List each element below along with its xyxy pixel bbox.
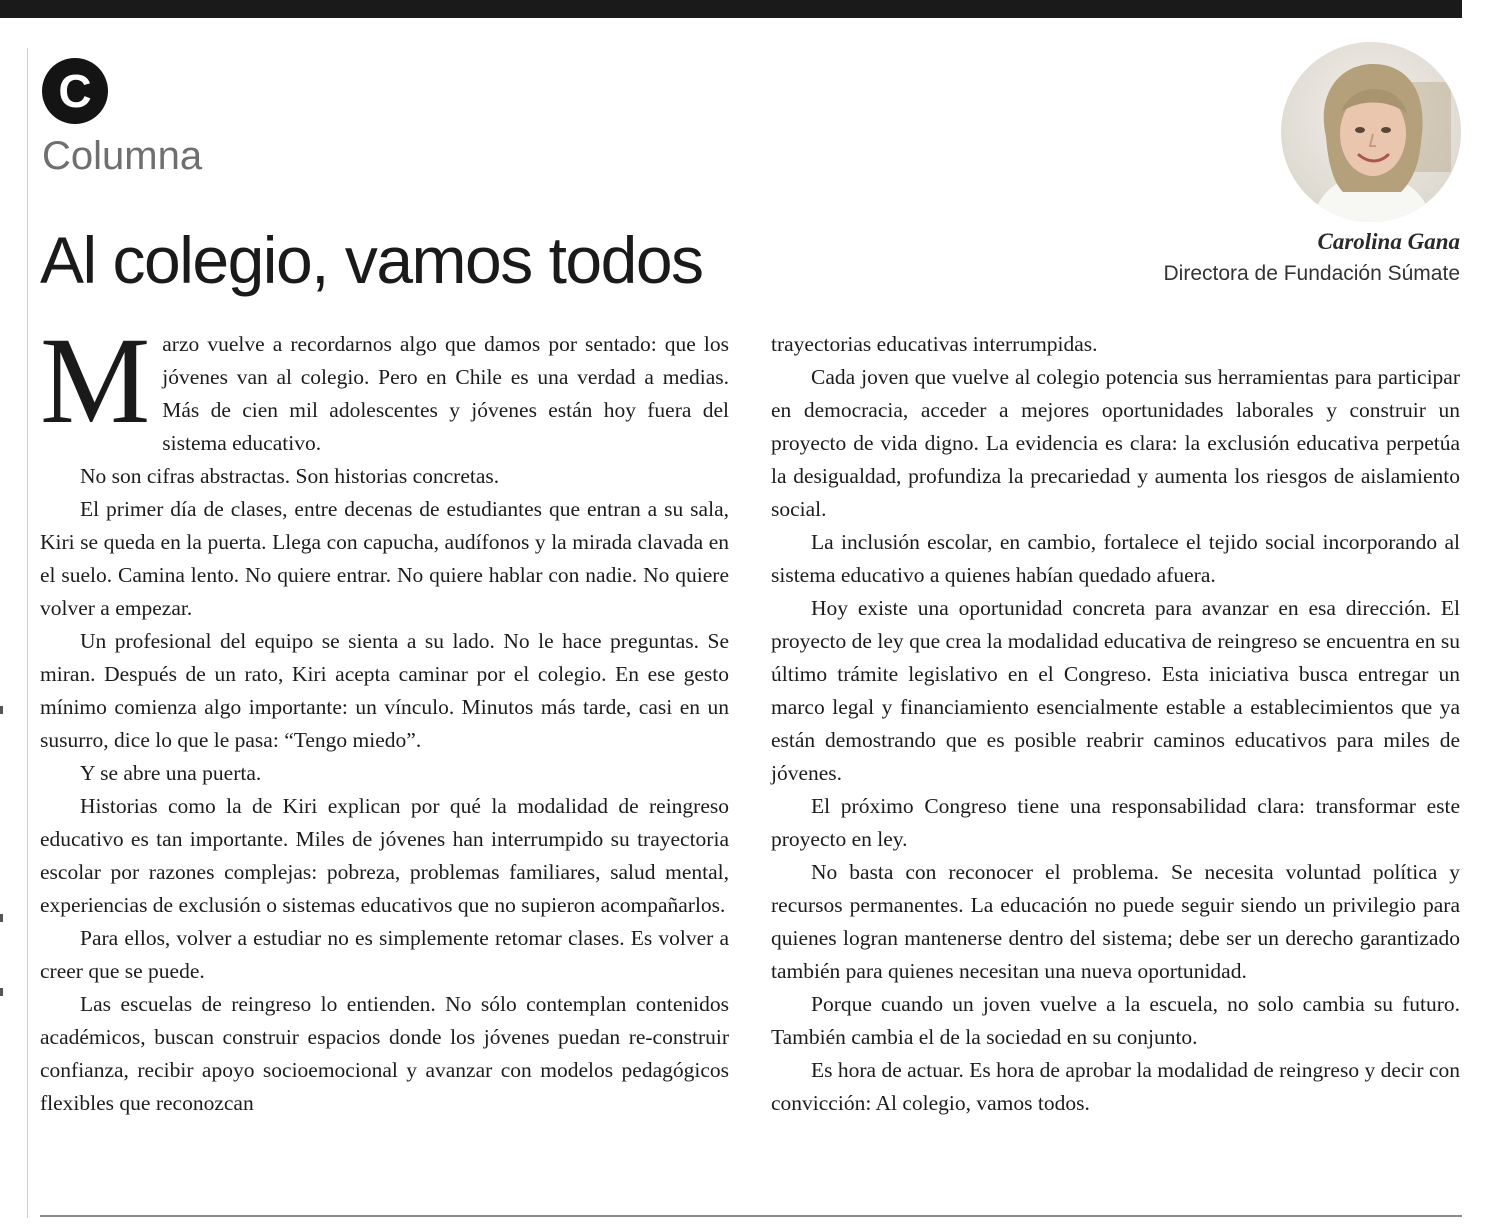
paragraph: Y se abre una puerta. bbox=[80, 761, 262, 785]
paragraph: Las escuelas de reingreso lo entienden. No sólo contemplan contenidos académicos, buscan construir espacios donde los jóvenes puedan re-construir confianza, recibir apoyo socioemocional y avanzar con modelos pedagógicos flexibles que reconozcan bbox=[40, 992, 729, 1115]
article-column-left bbox=[40, 312, 729, 1120]
paragraph: Porque cuando un joven vuelve a la escuela, no solo cambia su futuro. También cambia el de la sociedad en su conjunto. bbox=[771, 992, 1460, 1049]
paragraph: Es hora de actuar. Es hora de aprobar la modalidad de reingreso y decir con convicción: Al colegio, vamos todos. bbox=[771, 1058, 1460, 1115]
paragraph: Cada joven que vuelve al colegio potencia sus herramientas para participar en democracia, acceder a mejores oportunidades laborales y construir un proyecto de vida digno. La evidencia es clara: la exclusión educativa perpetúa la desigualdad, profundiza la precariedad y aumenta los riesgos de aislamiento social. bbox=[771, 365, 1460, 521]
paragraph: trayectorias educativas interrumpidas. bbox=[771, 332, 1098, 356]
paragraph: La inclusión escolar, en cambio, fortalece el tejido social incorporando al sistema educativo a quienes habían quedado afuera. bbox=[771, 530, 1460, 587]
headline: Al colegio, vamos todos bbox=[40, 223, 703, 297]
author-portrait-icon bbox=[1281, 42, 1461, 222]
paragraph: Para ellos, volver a estudiar no es simplemente retomar clases. Es volver a creer que se puede. bbox=[40, 926, 729, 983]
section-label: Columna bbox=[42, 134, 203, 178]
margin-tick bbox=[0, 988, 3, 996]
paragraph: Historias como la de Kiri explican por qué la modalidad de reingreso educativo es tan importante. Miles de jóvenes han interrumpido su trayectoria escolar por razones complejas: pobreza, problemas familiares, salud mental, experiencias de exclusión o sistemas educativos que no supieron acompañarlos. bbox=[40, 794, 729, 917]
top-rule bbox=[0, 0, 1462, 18]
paragraph bbox=[40, 312, 729, 460]
paragraph-text: arzo vuelve a recordarnos algo que damos por sentado: que los jóvenes van al colegio. Pero en Chile es una verdad a medias. Más de cien mil adolescentes y jóvenes están hoy fuera del sistema educativo. bbox=[162, 332, 729, 455]
paragraph: No basta con reconocer el problema. Se necesita voluntad política y recursos permanentes. La educación no puede seguir siendo un privilegio para quienes logran mantenerse dentro del sistema; debe ser un derecho garantizado también para quienes necesitan una nueva oportunidad. bbox=[771, 860, 1460, 983]
author-role: Directora de Fundación Súmate bbox=[1163, 262, 1460, 285]
column-badge: C bbox=[42, 58, 108, 124]
margin-tick bbox=[0, 914, 3, 922]
bottom-rule bbox=[40, 1215, 1462, 1217]
paragraph: Hoy existe una oportunidad concreta para avanzar en esa dirección. El proyecto de ley que crea la modalidad educativa de reingreso se encuentra en su último trámite legislativo en el Congreso. Esta iniciativa busca entregar un marco legal y financiamiento esencialmente estable a establecimientos que ya están demostrando que es posible reabrir caminos educativos para miles de jóvenes. bbox=[771, 596, 1460, 785]
left-margin-rule bbox=[27, 48, 28, 1218]
drop-cap: M bbox=[40, 312, 151, 449]
paragraph: El próximo Congreso tiene una responsabilidad clara: transformar este proyecto en ley. bbox=[771, 794, 1460, 851]
paragraph: El primer día de clases, entre decenas de estudiantes que entran a su sala, Kiri se queda en la puerta. Llega con capucha, audífonos y la mirada clavada en el suelo. Camina lento. No quiere entrar. No quiere hablar con nadie. No quiere volver a empezar. bbox=[40, 497, 729, 620]
margin-tick bbox=[0, 706, 3, 714]
author-name: Carolina Gana bbox=[1317, 229, 1460, 254]
paragraph: Un profesional del equipo se sienta a su lado. No le hace preguntas. Se miran. Después de un rato, Kiri acepta caminar por el colegio. En ese gesto mínimo comienza algo importante: un vínculo. Minutos más tarde, casi en un susurro, dice lo que le pasa: “Tengo miedo”. bbox=[40, 629, 729, 752]
article-column-right bbox=[771, 328, 1460, 1120]
paragraph: No son cifras abstractas. Son historias concretas. bbox=[80, 464, 500, 488]
